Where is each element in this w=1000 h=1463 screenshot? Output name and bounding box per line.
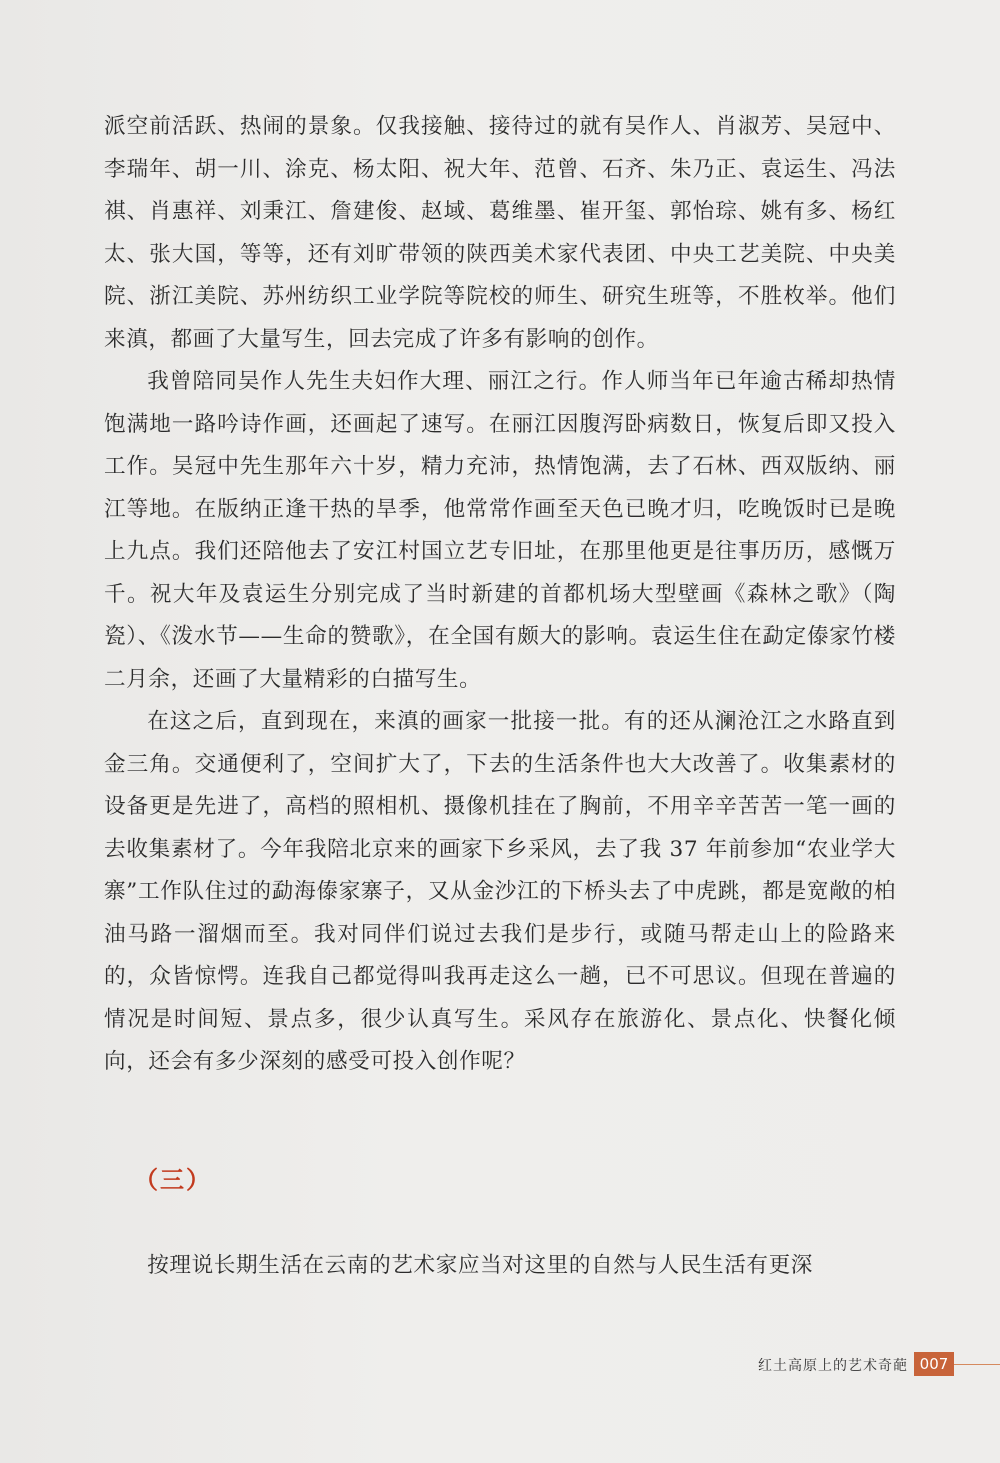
paragraph: 我曾陪同吴作人先生夫妇作大理、丽江之行。作人师当年已年逾古稀却热情饱满地一路吟诗作画，还画起了速写。在丽江因腹泻卧病数日，恢复后即又投入工作。吴冠中先生那年六十岁，精力充沛，热情饱满，去了石林、西双版纳、丽江等地。在版纳正逢干热的旱季，他常常作画至天色已晚才归，吃晚饭时已是晚上九点。我们还陪他去了安江村国立艺专旧址，在那里他更是往事历历，感慨万千。祝大年及袁运生分别完成了当时新建的首都机场大型壁画《森林之歌》（陶瓷）、《泼水节——生命的赞歌》，在全国有颇大的影响。袁运生住在勐定傣家竹楼二月余，还画了大量精彩的白描写生。 [104, 369, 896, 692]
paragraph: 按理说长期生活在云南的艺术家应当对这里的自然与人民生活有更深 [147, 1253, 814, 1278]
page-number: 007 [914, 1352, 954, 1376]
paragraph: 在这之后，直到现在，来滇的画家一批接一批。有的还从澜沧江之水路直到金三角。交通便利了，空间扩大了，下去的生活条件也大大改善了。收集素材的设备更是先进了，高档的照相机、摄像机挂在了胸前，不用辛辛苦苦一笔一画的去收集素材了。今年我陪北京来的画家下乡采风，去了我 37 年前参加“农业学大寨”工作队住过的勐海傣家寨子，又从金沙江的下桥头去了中虎跳，都是宽敞的柏油马路一溜烟而至。我对同伴们说过去我们是步行，或随马帮走山上的险路来的，众皆惊愕。连我自己都觉得叫我再走这么一趟，已不可思议。但现在普遍的情况是时间短、景点多，很少认真写生。采风存在旅游化、景点化、快餐化倾向，还会有多少深刻的感受可投入创作呢？ [104, 709, 896, 1074]
body-text [104, 106, 896, 1084]
body-text-continued [104, 1245, 896, 1288]
section-heading: （三） [134, 1166, 212, 1194]
running-footer-title: 红土高原上的艺术奇葩 [758, 1358, 908, 1374]
paragraph-continued: 派空前活跃、热闹的景象。仅我接触、接待过的就有吴作人、肖淑芳、吴冠中、李瑞年、胡一川、涂克、杨太阳、祝大年、范曾、石齐、朱乃正、袁运生、冯法祺、肖惠祥、刘秉江、詹建俊、赵域、葛维墨、崔开玺、郭怡琮、姚有多、杨红太、张大国，等等，还有刘旷带领的陕西美术家代表团、中央工艺美院、中央美院、浙江美院、苏州纺织工业学院等院校的师生、研究生班等，不胜枚举。他们来滇，都画了大量写生，回去完成了许多有影响的创作。 [104, 114, 896, 352]
footer-rule [954, 1364, 1000, 1365]
